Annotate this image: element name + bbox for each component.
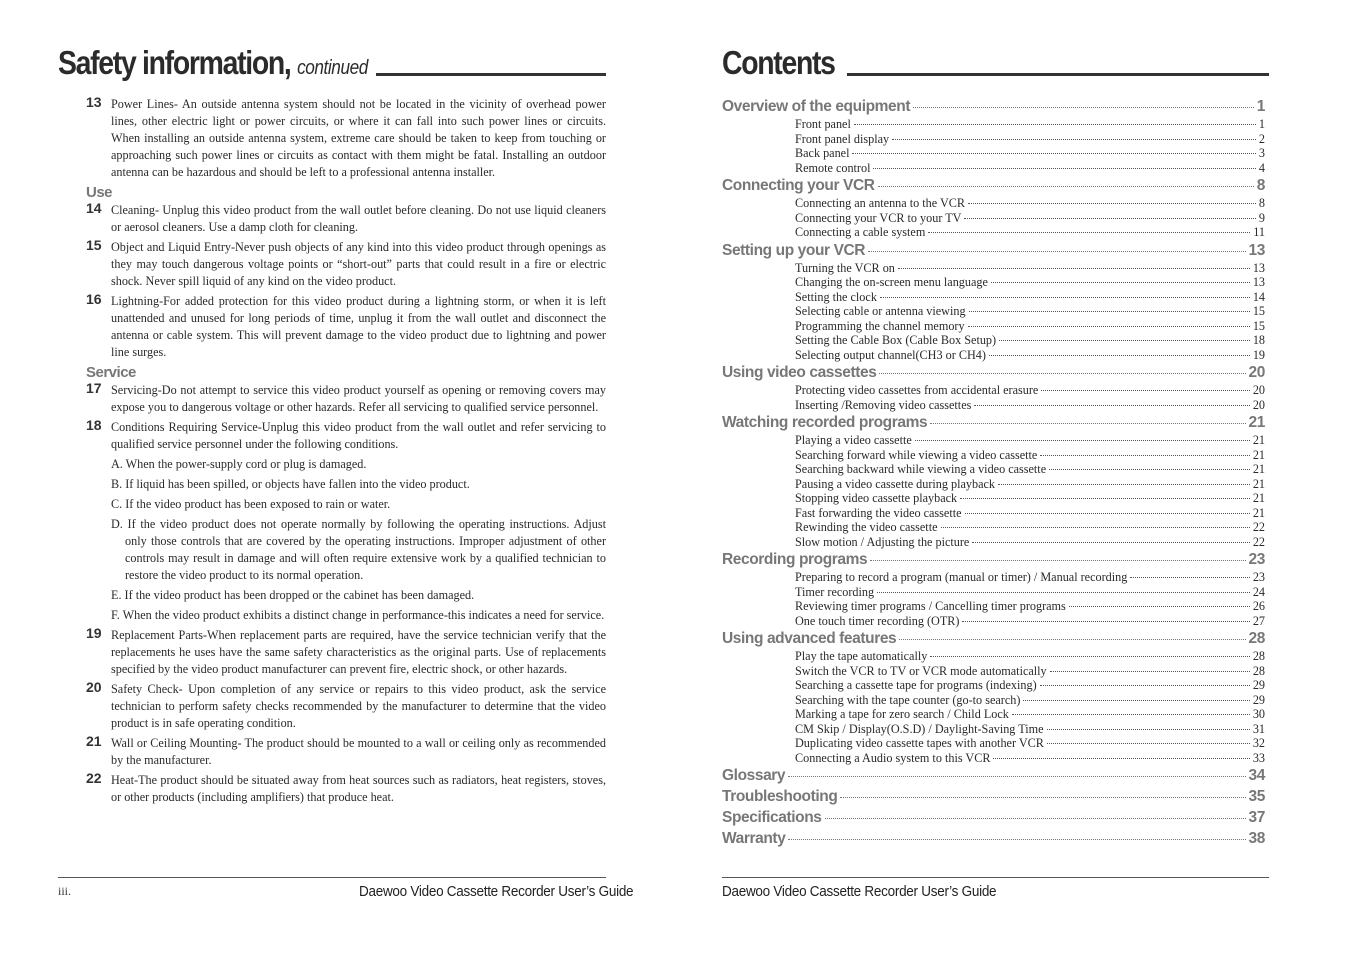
toc-leader-dots (892, 139, 1256, 140)
title-rule (376, 73, 606, 76)
toc-entry-link[interactable] (722, 290, 1265, 305)
safety-item (86, 627, 606, 678)
toc-label: Reviewing timer programs / Cancelling timer programs (795, 599, 1066, 613)
toc-label: Specifications (722, 809, 822, 826)
safety-item (86, 735, 606, 769)
item-number: 20 (86, 679, 102, 695)
toc-page-number: 28 (1248, 630, 1265, 647)
toc-page-number: 21 (1252, 476, 1265, 491)
toc-label: Using video cassettes (722, 364, 877, 381)
toc-label: Programming the channel memory (795, 318, 965, 333)
toc-leader-dots (898, 268, 1250, 269)
toc-label: Selecting output channel(CH3 or CH4) (795, 347, 986, 362)
toc-leader-dots (1041, 390, 1250, 391)
toc-page-number: 9 (1258, 210, 1265, 225)
table-of-contents (722, 96, 1265, 849)
toc-page-number: 13 (1252, 260, 1265, 275)
toc-page-number: 20 (1252, 383, 1265, 397)
item-text: Cleaning- Unplug this video product from the wall outlet before cleaning. Do not use liquid cleaners or aerosol cleaners. Use a damp cloth for cleaning. (111, 203, 606, 234)
toc-page-number: 34 (1248, 767, 1265, 784)
toc-leader-dots (825, 818, 1246, 819)
toc-label: Connecting your VCR to your TV (795, 210, 962, 225)
toc-chapter-link[interactable] (722, 807, 1265, 828)
toc-entry-link[interactable] (722, 398, 1265, 413)
contents-title: Contents (722, 44, 835, 81)
toc-page-number: 30 (1252, 707, 1265, 721)
toc-label: Turning the VCR on (795, 260, 895, 275)
toc-label: Fast forwarding the video cassette (795, 505, 962, 520)
safety-item (86, 681, 606, 732)
item-number: 15 (86, 237, 102, 253)
toc-page-number: 21 (1252, 447, 1265, 462)
toc-label: Glossary (722, 767, 786, 784)
toc-entry-link[interactable] (722, 304, 1265, 319)
toc-page-number: 37 (1248, 809, 1265, 826)
toc-leader-dots (941, 527, 1250, 528)
toc-leader-dots (1047, 743, 1250, 744)
toc-page-number: 28 (1252, 649, 1265, 663)
toc-leader-dots (878, 186, 1254, 187)
toc-leader-dots (991, 282, 1250, 283)
toc-entry-link[interactable] (722, 146, 1265, 161)
safety-item (86, 382, 606, 416)
toc-label: Protecting video cassettes from accidental erasure (795, 383, 1039, 397)
toc-page-number: 13 (1252, 275, 1265, 289)
toc-label: Changing the on-screen menu language (795, 275, 988, 289)
safety-item (86, 96, 606, 181)
toc-entry-link[interactable] (722, 348, 1265, 363)
item-text: Heat-The product should be situated away from heat sources such as radiators, heat registers, stoves, or other products (including amplifiers) that produce heat. (111, 773, 606, 804)
toc-label: Recording programs (722, 551, 868, 568)
item-number: 16 (86, 291, 102, 307)
toc-entry-link[interactable] (722, 433, 1265, 448)
toc-chapter-link[interactable] (722, 362, 1265, 383)
toc-leader-dots (962, 621, 1249, 622)
toc-entry-link[interactable] (722, 599, 1265, 614)
footer-text-right: Daewoo Video Cassette Recorder User’s Guide (722, 883, 997, 900)
toc-leader-dots (964, 218, 1255, 219)
toc-leader-dots (974, 405, 1249, 406)
toc-label: Inserting /Removing video cassettes (795, 397, 972, 412)
toc-entry-link[interactable] (722, 477, 1265, 492)
toc-entry-link[interactable] (722, 707, 1265, 722)
toc-label: Warranty (722, 830, 786, 847)
toc-label: Duplicating video cassette tapes with another VCR (795, 736, 1044, 750)
toc-entry-link[interactable] (722, 736, 1265, 751)
toc-entry-link[interactable] (722, 211, 1265, 226)
item-number: 13 (86, 94, 102, 110)
toc-label: Selecting cable or antenna viewing (795, 304, 966, 318)
toc-label: Playing a video cassette (795, 433, 912, 447)
toc-page-number: 1 (1258, 117, 1265, 131)
toc-label: Setting up your VCR (722, 241, 866, 259)
toc-chapter-link[interactable] (722, 412, 1265, 433)
toc-entry-link[interactable] (722, 693, 1265, 708)
toc-chapter-link[interactable] (722, 175, 1265, 196)
toc-leader-dots (999, 340, 1250, 341)
toc-page-number: 13 (1248, 241, 1265, 259)
toc-label: Switch the VCR to TV or VCR mode automatically (795, 663, 1047, 678)
toc-page-number: 20 (1252, 397, 1265, 412)
toc-entry-link[interactable] (722, 448, 1265, 463)
toc-leader-dots (913, 107, 1254, 108)
toc-leader-dots (1050, 671, 1250, 672)
toc-entry-link[interactable] (722, 161, 1265, 176)
toc-entry-link[interactable] (722, 196, 1265, 211)
toc-label: Using advanced features (722, 630, 897, 647)
toc-page-number: 32 (1252, 736, 1265, 750)
page-number: iii. (58, 884, 72, 898)
toc-label: Searching backward while viewing a video cassette (795, 462, 1047, 476)
item-number: 14 (86, 200, 102, 216)
toc-leader-dots (1130, 577, 1249, 578)
toc-leader-dots (870, 560, 1245, 561)
toc-leader-dots (928, 232, 1250, 233)
toc-page-number: 3 (1258, 146, 1265, 160)
toc-page-number: 23 (1248, 551, 1265, 568)
toc-leader-dots (1040, 455, 1250, 456)
toc-leader-dots (1040, 685, 1250, 686)
safety-item (86, 202, 606, 236)
page-title (58, 44, 368, 82)
toc-label: Remote control (795, 160, 871, 175)
toc-leader-dots (930, 656, 1249, 657)
toc-label: Back panel (795, 146, 850, 160)
toc-entry-link[interactable] (722, 664, 1265, 679)
toc-entry-link[interactable] (722, 333, 1265, 348)
toc-leader-dots (915, 440, 1250, 441)
title-rule (847, 73, 1269, 76)
toc-label: Connecting your VCR (722, 177, 875, 194)
toc-leader-dots (854, 124, 1256, 125)
toc-page-number: 22 (1252, 520, 1265, 534)
toc-page-number: 8 (1258, 196, 1265, 210)
toc-label: Setting the Cable Box (Cable Box Setup) (795, 333, 997, 347)
item-text: Power Lines- An outside antenna system should not be located in the vicinity of overhead power lines, other electric light or power circuits, or where it can fall into such power lines or circuits. When installing an outside antenna system, extreme care should be taken to keep from touching or approaching such power lines or circuits as contact with them might be fatal. Installing an outdoor antenna can be hazardous and should be left to a professional antenna installer. (111, 97, 606, 179)
toc-entry-link[interactable] (722, 261, 1265, 276)
toc-page-number: 21 (1252, 505, 1265, 520)
item-text: Safety Check- Upon completion of any service or repairs to this video product, ask the service technician to perform safety checks recommended by the manufacturer to determine that the video product is in safe operating condition. (111, 682, 606, 730)
toc-page-number: 29 (1252, 678, 1265, 692)
toc-entry-link[interactable] (722, 678, 1265, 693)
item-number: 22 (86, 770, 102, 786)
toc-label: Searching a cassette tape for programs (indexing) (795, 678, 1037, 692)
toc-page-number: 21 (1248, 414, 1265, 431)
toc-label: CM Skip / Display(O.S.D) / Daylight-Saving Time (795, 721, 1044, 736)
condition-item: A. When the power-supply cord or plug is damaged. (111, 457, 367, 471)
toc-label: Connecting a cable system (795, 225, 926, 239)
toc-page-number: 35 (1248, 788, 1265, 805)
toc-label: Slow motion / Adjusting the picture (795, 534, 970, 549)
footer-rule-left (58, 877, 606, 878)
item-text: Replacement Parts-When replacement parts are required, have the service technician verify that the replacements he uses have the same safety characteristics as the original parts. Use of replacements specified by the video product manufacturer can prevent fire, electric shock, or other hazards. (111, 628, 606, 676)
toc-leader-dots (930, 423, 1245, 424)
toc-leader-dots (788, 839, 1245, 840)
toc-label: Pausing a video cassette during playback (795, 476, 996, 491)
toc-entry-link[interactable] (722, 225, 1265, 240)
condition-item: C. If the video product has been exposed to rain or water. (111, 497, 391, 511)
title-text: Safety information, (58, 44, 291, 81)
toc-page-number: 24 (1252, 584, 1265, 599)
toc-page-number: 23 (1252, 570, 1265, 584)
toc-page-number: 11 (1253, 225, 1265, 239)
toc-label: Connecting an antenna to the VCR (795, 196, 966, 210)
item-number: 21 (86, 733, 102, 749)
toc-entry-link[interactable] (722, 722, 1265, 737)
toc-leader-dots (880, 297, 1250, 298)
toc-leader-dots (968, 326, 1250, 327)
toc-leader-dots (993, 758, 1249, 759)
toc-label: Overview of the equipment (722, 98, 911, 115)
toc-label: Preparing to record a program (manual or timer) / Manual recording (795, 570, 1128, 584)
item-text: Object and Liquid Entry-Never push objects of any kind into this video product through openings as they may touch dangerous voltage points or “short-out” parts that could result in a fire or electric shock. Never spill liquid of any kind on the video product. (111, 240, 606, 288)
toc-page-number: 20 (1248, 364, 1265, 381)
toc-leader-dots (960, 498, 1250, 499)
toc-label: Searching with the tape counter (go-to search) (795, 692, 1021, 707)
toc-leader-dots (969, 311, 1250, 312)
toc-entry-link[interactable] (722, 585, 1265, 600)
toc-label: Timer recording (795, 584, 875, 599)
condition-item: D. If the video product does not operate normally by following the operating instructions. Adjust only those controls that are covered by the operating instructions. Improper adjustment of other controls may result in damage and will often require extensive work by a qualified technician to restore the video product to its normal operation. (111, 517, 606, 582)
toc-page-number: 15 (1252, 304, 1265, 318)
toc-page-number: 27 (1252, 613, 1265, 628)
toc-label: Searching forward while viewing a video cassette (795, 447, 1038, 462)
item-text: Conditions Requiring Service-Unplug this video product from the wall outlet and refer servicing to qualified service personnel under the following conditions. (111, 420, 606, 451)
toc-page-number: 21 (1252, 491, 1265, 505)
toc-page-number: 29 (1252, 692, 1265, 707)
safety-item (86, 772, 606, 806)
toc-page-number: 22 (1252, 534, 1265, 549)
toc-entry-link[interactable] (722, 132, 1265, 147)
toc-page-number: 8 (1256, 177, 1265, 194)
toc-page-number: 33 (1252, 750, 1265, 765)
toc-label: Marking a tape for zero search / Child Lock (795, 707, 1009, 721)
toc-entry-link[interactable] (722, 491, 1265, 506)
toc-entry-link[interactable] (722, 751, 1265, 766)
item-text: Lightning-For added protection for this video product during a lightning storm, or when it is left unattended and unused for long periods of time, unplug it from the wall outlet and disconnect the antenna or cable system. This will prevent damage to the video product due to lightning and power line surges. (111, 294, 606, 359)
item-number: 17 (86, 380, 102, 396)
toc-page-number: 28 (1252, 663, 1265, 678)
title-suffix: continued (297, 57, 368, 79)
toc-chapter-link[interactable] (722, 240, 1265, 261)
toc-leader-dots (788, 776, 1245, 777)
toc-label: Front panel (795, 117, 851, 131)
safety-item (86, 239, 606, 290)
item-number: 18 (86, 417, 102, 433)
toc-chapter-link[interactable] (722, 786, 1265, 807)
toc-entry-link[interactable] (722, 462, 1265, 477)
toc-chapter-link[interactable] (722, 96, 1265, 117)
toc-page-number: 31 (1252, 721, 1265, 736)
safety-items (86, 96, 606, 809)
item-text: Wall or Ceiling Mounting- The product should be mounted to a wall or ceiling only as recommended by the manufacturer. (111, 736, 606, 767)
condition-list (86, 456, 606, 624)
safety-item (86, 419, 606, 453)
toc-leader-dots (968, 203, 1256, 204)
toc-leader-dots (877, 592, 1250, 593)
toc-page-number: 21 (1252, 462, 1265, 476)
safety-item (86, 293, 606, 361)
toc-label: Play the tape automatically (795, 649, 928, 663)
toc-chapter-link[interactable] (722, 828, 1265, 849)
item-text: Servicing-Do not attempt to service this video product yourself as opening or removing covers may expose you to dangerous voltage or other hazards. Refer all servicing to qualified service personnel. (111, 383, 606, 414)
toc-page-number: 38 (1248, 830, 1265, 847)
footer-rule-right (722, 877, 1269, 878)
condition-item: B. If liquid has been spilled, or objects have fallen into the video product. (111, 477, 470, 491)
toc-leader-dots (873, 168, 1255, 169)
toc-label: One touch timer recording (OTR) (795, 613, 960, 628)
toc-leader-dots (1023, 700, 1249, 701)
toc-entry-link[interactable] (722, 117, 1265, 132)
toc-leader-dots (972, 542, 1249, 543)
toc-entry-link[interactable] (722, 535, 1265, 550)
toc-page-number: 15 (1252, 318, 1265, 333)
toc-leader-dots (965, 513, 1250, 514)
toc-label: Connecting a Audio system to this VCR (795, 750, 991, 765)
toc-entry-link[interactable] (722, 649, 1265, 664)
toc-chapter-link[interactable] (722, 549, 1265, 570)
toc-page-number: 26 (1252, 599, 1265, 613)
item-number: 19 (86, 625, 102, 641)
section-heading-service: Service (86, 364, 136, 381)
toc-page-number: 14 (1252, 289, 1265, 304)
toc-leader-dots (1047, 729, 1250, 730)
toc-entry-link[interactable] (722, 383, 1265, 398)
toc-entry-link[interactable] (722, 319, 1265, 334)
toc-leader-dots (899, 639, 1245, 640)
toc-page-number: 1 (1256, 98, 1265, 115)
toc-page-number: 18 (1252, 333, 1265, 347)
toc-chapter-link[interactable] (722, 628, 1265, 649)
toc-leader-dots (868, 251, 1245, 252)
toc-page-number: 19 (1252, 347, 1265, 362)
condition-item: F. When the video product exhibits a distinct change in performance-this indicates a need for service. (111, 608, 605, 622)
toc-label: Front panel display (795, 131, 890, 146)
toc-leader-dots (852, 153, 1255, 154)
toc-entry-link[interactable] (722, 506, 1265, 521)
section-heading-use: Use (86, 184, 113, 201)
toc-label: Rewinding the video cassette (795, 520, 938, 534)
toc-entry-link[interactable] (722, 275, 1265, 290)
toc-chapter-link[interactable] (722, 765, 1265, 786)
toc-page-number: 21 (1252, 433, 1265, 447)
toc-leader-dots (840, 797, 1245, 798)
condition-item: E. If the video product has been dropped or the cabinet has been damaged. (111, 588, 475, 602)
toc-leader-dots (998, 484, 1250, 485)
toc-label: Watching recorded programs (722, 414, 928, 431)
toc-entry-link[interactable] (722, 570, 1265, 585)
toc-entry-link[interactable] (722, 614, 1265, 629)
toc-leader-dots (879, 373, 1245, 374)
toc-leader-dots (1012, 714, 1250, 715)
toc-leader-dots (989, 355, 1250, 356)
toc-label: Setting the clock (795, 289, 877, 304)
toc-page-number: 2 (1258, 131, 1265, 146)
toc-leader-dots (1049, 469, 1250, 470)
toc-label: Troubleshooting (722, 788, 838, 805)
toc-entry-link[interactable] (722, 520, 1265, 535)
footer-text-left: Daewoo Video Cassette Recorder User’s Guide (359, 883, 634, 900)
toc-page-number: 4 (1258, 160, 1265, 175)
toc-leader-dots (1069, 606, 1250, 607)
toc-label: Stopping video cassette playback (795, 491, 958, 505)
